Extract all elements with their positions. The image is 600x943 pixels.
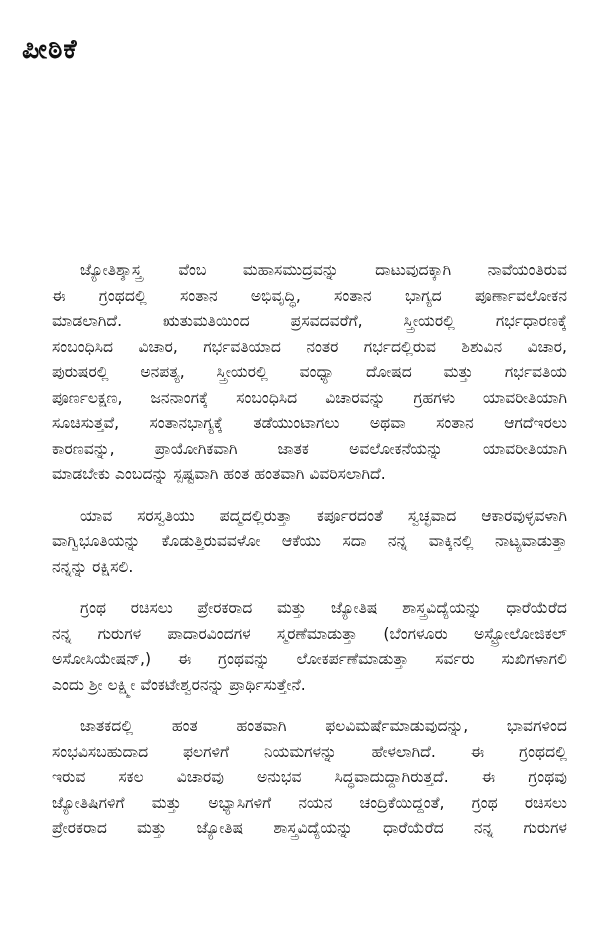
paragraph-intro (52, 258, 567, 488)
text-line: ಸಂಭವಿಸಬಹುದಾದ ಫಲಗಳಿಗೆ ನಿಯಮಗಳನ್ನು ಹೇಳಲಾಗಿದೆ. ಈ ಗ್ರಂಥದಲ್ಲಿ (52, 742, 567, 761)
text-line: ನನ್ನ ಗುರುಗಳ ಪಾದಾರವಿಂದಗಳ ಸ್ಮರಣೆಮಾಡುತ್ತಾ (ಬೆಂಗಳೂರು ಅಸ್ಟ್ರೋಲೋಜಿಕಲ್ (52, 624, 567, 643)
text-line: ಸಂಬಂಧಿಸಿದ ವಿಚಾರ, ಗರ್ಭವತಿಯಾದ ನಂತರ ಗರ್ಭದಲ್ಲಿರುವ ಶಿಶುವಿನ ವಿಚಾರ, (52, 337, 567, 356)
text-line: ಮಾಡಲಾಗಿದೆ. ಋತುಮತಿಯಿಂದ ಪ್ರಸವದವರೆಗೆ, ಸ್ತ್ರೀಯರಲ್ಲಿ ಗರ್ಭಧಾರಣಕ್ಕೆ (52, 312, 567, 330)
text-line: ಎಂದು ಶ್ರೀ ಲಕ್ಷ್ಮೀ ವೆಂಕಟೇಶ್ವರನನ್ನು ಪ್ರಾರ್ಥಿಸುತ್ತೇನೆ. (52, 675, 306, 694)
text-line: ಈ ಗ್ರಂಥದಲ್ಲಿ ಸಂತಾನ ಅಭಿವೃದ್ಧಿ, ಸಂತಾನ ಭಾಗ್ಯದ ಪೂರ್ಣಾವಲೋಕನ (52, 286, 567, 305)
text-line: ವಾಗ್ವಿಭೂತಿಯನ್ನು ಕೊಡುತ್ತಿರುವವಳೋ ಆಕೆಯು ಸದಾ ನನ್ನ ವಾಕ್ಕಿನಲ್ಲಿ ನಾಟ್ಯವಾಡುತ್ತಾ (52, 532, 567, 550)
paragraph-gurus (52, 596, 567, 698)
text-line: ಕಾರಣವನ್ನು, ಪ್ರಾಯೋಗಿಕವಾಗಿ ಜಾತಕ ಅವಲೋಕನೆಯನ್ನು ಯಾವರೀತಿಯಾಗಿ (52, 439, 567, 458)
text-line: ಅಸೋಸಿಯೇಷನ್,) ಈ ಗ್ರಂಥವನ್ನು ಲೋಕರ್ಪಣೆಮಾಡುತ್ತಾ ಸರ್ವರು ಸುಖಿಗಳಾಗಲಿ (52, 650, 567, 668)
text-line: ಇರುವ ಸಕಲ ವಿಚಾರವು ಅನುಭವ ಸಿದ್ಧವಾದುದ್ದಾಗಿರುತ್ತದೆ. ಈ ಗ್ರಂಥವು (52, 768, 567, 786)
text-line: ಪೂರ್ಣಲಕ್ಷಣ, ಜನನಾಂಗಕ್ಕೆ ಸಂಬಂಧಿಸಿದ ವಿಚಾರವನ್ನು ಗ್ರಹಗಳು ಯಾವರೀತಿಯಾಗಿ (52, 388, 567, 407)
text-line: ಜ್ಯೋತಿಷಿಗಳಿಗೆ ಮತ್ತು ಅಭ್ಯಾಸಿಗಳಿಗೆ ನಯನ ಚಂದ್ರಿಕೆಯಿದ್ದಂತೆ, ಗ್ರಂಥ ರಚಿಸಲು (52, 793, 567, 812)
paragraph-jataka (52, 714, 567, 842)
text-line: ಜಾತಕದಲ್ಲಿ ಹಂತ ಹಂತವಾಗಿ ಫಲವಿಮರ್ಷೆಮಾಡುವುದನ್ನು, ಭಾವಗಳಿಂದ (80, 717, 567, 735)
text-line: ಪ್ರೇರಕರಾದ ಮತ್ತು ಜ್ಯೋತಿಷ ಶಾಸ್ತ್ರವಿದ್ಯೆಯನ್ನು ಧಾರೆಯೆರೆದ ನನ್ನ ಗುರುಗಳ (52, 819, 567, 837)
text-line: ಜ್ಯೋತಿಶ್ಶಾಸ್ತ್ರ ವೆಂಬ ಮಹಾಸಮುದ್ರವನ್ನು ದಾಟುವುದಕ್ಕಾಗಿ ನಾವೆಯಂತಿರುವ (80, 261, 567, 279)
text-line: ಗ್ರಂಥ ರಚಿಸಲು ಪ್ರೇರಕರಾದ ಮತ್ತು ಜ್ಯೋತಿಷ ಶಾಸ್ತ್ರವಿದ್ಯೆಯನ್ನು ಧಾರೆಯೆರೆದ (80, 599, 567, 617)
text-line: ನನ್ನನ್ನು ರಕ್ಷಿಸಲಿ. (52, 557, 134, 576)
text-line: ಯಾವ ಸರಸ್ವತಿಯು ಪದ್ಮದಲ್ಲಿರುತ್ತಾ ಕರ್ಪೂರದಂತೆ ಸ್ವಚ್ಛವಾದ ಆಕಾರವುಳ್ಳವಳಾಗಿ (80, 506, 567, 525)
body-text (52, 258, 567, 858)
page-title: ಪೀಠಿಕೆ (22, 34, 78, 65)
text-line: ಸೂಚಿಸುತ್ತವೆ, ಸಂತಾನಭಾಗ್ಯಕ್ಕೆ ತಡೆಯುಂಟಾಗಲು ಅಥವಾ ಸಂತಾನ ಆಗದೆಇರಲು (52, 414, 567, 432)
paragraph-saraswati (52, 504, 567, 581)
text-line: ಮಾಡಬೇಕು ಎಂಬದನ್ನು ಸ್ಪಷ್ಟವಾಗಿ ಹಂತ ಹಂತವಾಗಿ ವಿವರಿಸಲಾಗಿದೆ. (52, 465, 386, 483)
text-line: ಪುರುಷರಲ್ಲಿ ಅನಪತ್ಯ, ಸ್ತ್ರೀಯರಲ್ಲಿ ವಂಧ್ಯಾ ದೋಷದ ಮತ್ತು ಗರ್ಭವತಿಯ (52, 363, 567, 381)
